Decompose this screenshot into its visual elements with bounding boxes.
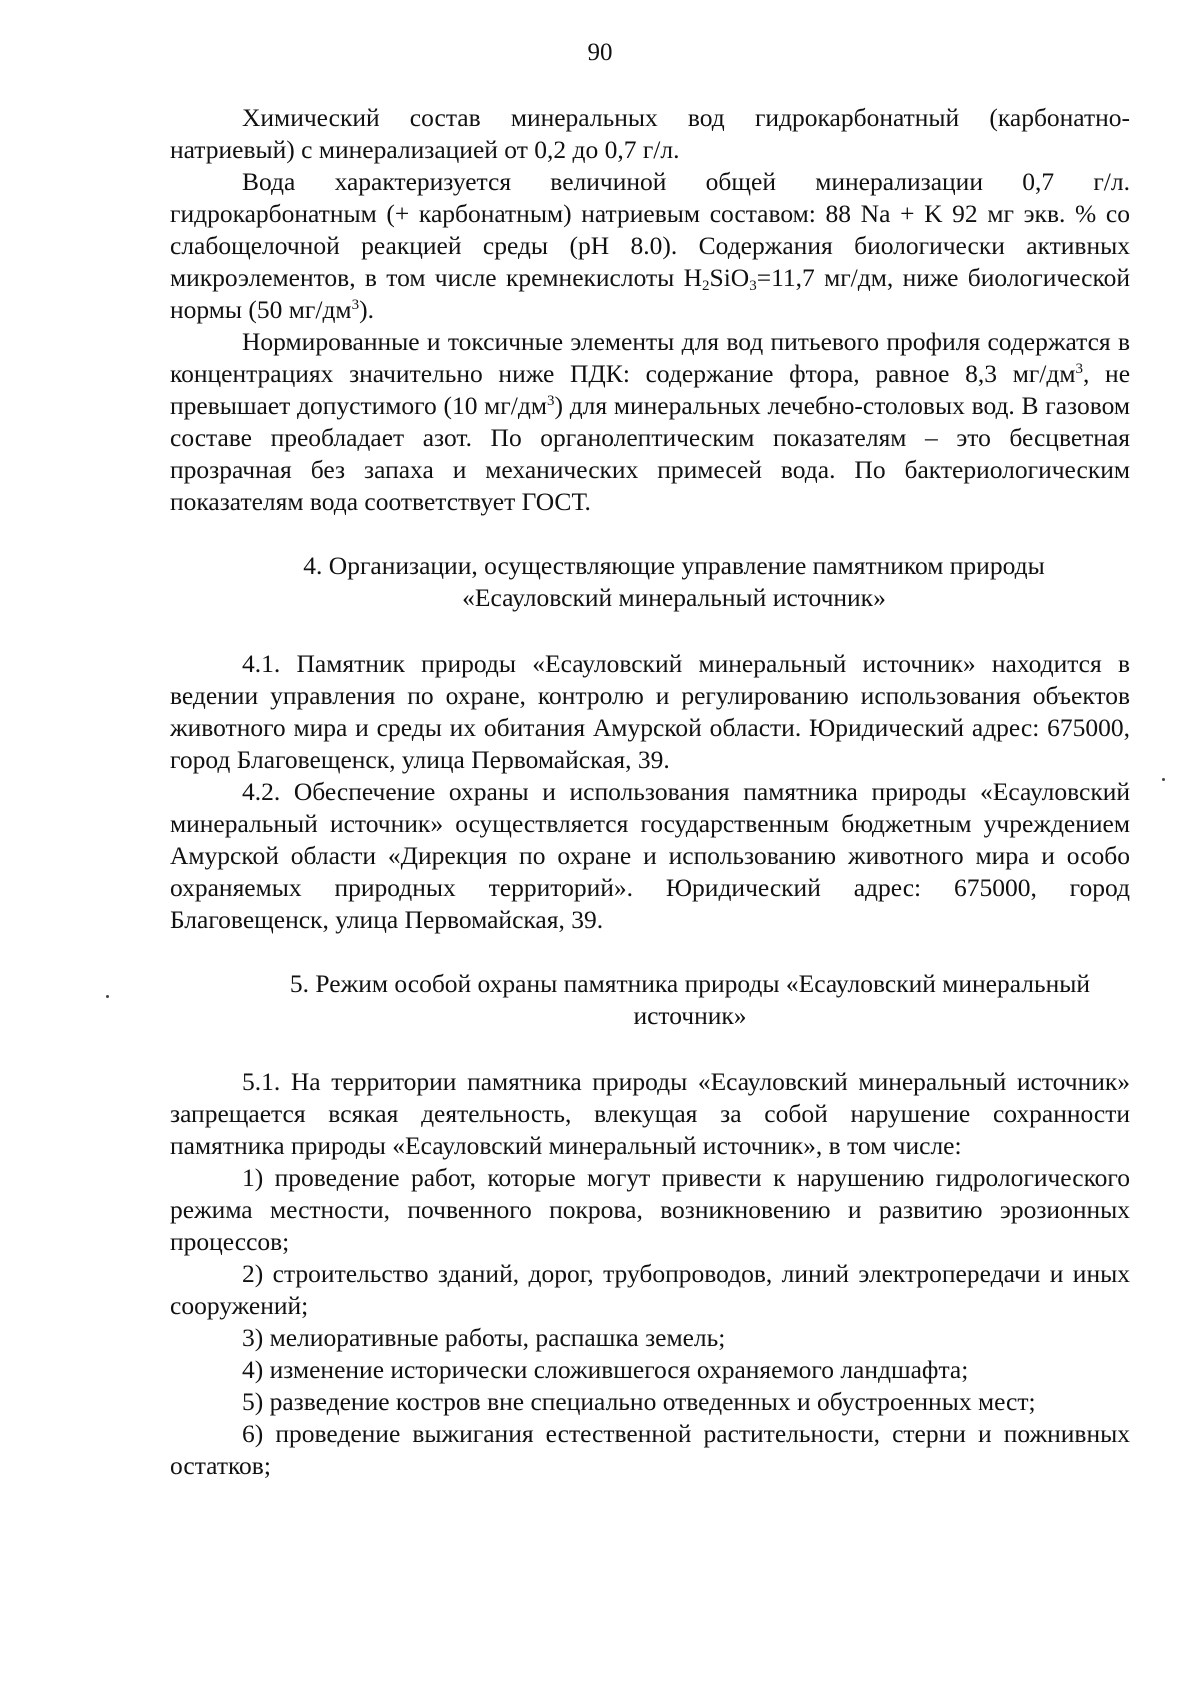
scan-speck bbox=[1162, 778, 1165, 781]
paragraph-5-1: 5.1. На территории памятника природы «Есауловский минеральный источник» запрещается всякая деятельность, влекущая за собой нарушение сохранности памятника природы «Есауловский минеральный источник», в том числе: bbox=[170, 1067, 1130, 1160]
subscript: 2 bbox=[702, 278, 710, 294]
paragraph-4-1: 4.1. Памятник природы «Есауловский минеральный источник» находится в ведении управления по охране, контролю и регулированию использования объектов животного мира и среды их обитания Амурской области. Юридический адрес: 675000, город Благовещенск, улица Первомайская, 39. bbox=[170, 649, 1130, 774]
list-item: 3) мелиоративные работы, распашка земель; bbox=[242, 1323, 726, 1352]
scan-speck bbox=[106, 995, 109, 998]
page-number: 90 bbox=[587, 39, 613, 66]
section-5-heading-line-1: 5. Режим особой охраны памятника природы «Есауловский минеральный bbox=[289, 969, 1091, 998]
superscript: 3 bbox=[351, 297, 360, 313]
list-item: 6) проведение выжигания естественной растительности, стерни и пожнивных остатков; bbox=[170, 1419, 1130, 1480]
section-4-heading-line-1: 4. Организации, осуществляющие управление памятником природы bbox=[303, 551, 1045, 580]
superscript: 3 bbox=[1075, 361, 1083, 377]
paragraph-4-2: 4.2. Обеспечение охраны и использования памятника природы «Есауловский минеральный источник» осуществляется государственным бюджетным учреждением Амурской области «Дирекция по охране и использованию животного мира и особо охраняемых природных территорий». Юридический адрес: 675000, город Благовещенск, улица Первомайская, 39. bbox=[170, 777, 1130, 934]
list-item: 1) проведение работ, которые могут привести к нарушению гидрологического режима местности, почвенного покрова, возникновению и развитию эрозионных процессов; bbox=[170, 1163, 1130, 1256]
list-item: 2) строительство зданий, дорог, трубопроводов, линий электропередачи и иных сооружений; bbox=[170, 1259, 1130, 1320]
paragraph-text: Нормированные и токсичные элементы для вод питьевого профиля содержатся в концентрациях значительно ниже ПДК: содержание фтора, равное 8,3 мг/дм bbox=[170, 327, 1130, 388]
paragraph-text: Вода характеризуется величиной общей минерализации 0,7 г/л. гидрокарбонатным (+ карбонатным) натриевым составом: 88 Na + K 92 мг экв. % со слабощелочной реакцией среды (pH 8.0). Содержания биологически активных микроэлементов, в том числе кремнекислоты H bbox=[170, 167, 1130, 292]
paragraph-text: SiO bbox=[709, 263, 750, 292]
paragraph-text: , не превышает допустимого (10 мг/дм bbox=[170, 359, 1131, 420]
paragraph-text: ). bbox=[359, 295, 374, 324]
section-4-heading-line-2: «Есауловский минеральный источник» bbox=[462, 583, 886, 612]
paragraph-text: =11,7 мг/дм, ниже биологической нормы (50 мг/дм bbox=[170, 263, 1130, 324]
section-4-heading bbox=[170, 550, 1130, 614]
paragraph-text: ) для минеральных лечебно-столовых вод. В газовом составе преобладает азот. По органолептическим показателям – это бесцветная прозрачная без запаха и механических примесей вода. По бактериологическим показателям вода соответствует ГОСТ. bbox=[170, 391, 1130, 516]
paragraph-chemical-composition: Химический состав минеральных вод гидрокарбонатный (карбонатно-натриевый) с минерализацией от 0,2 до 0,7 г/л. bbox=[170, 103, 1130, 164]
list-item: 5) разведение костров вне специально отведенных и обустроенных мест; bbox=[242, 1387, 1036, 1416]
section-5-heading-line-2: источник» bbox=[633, 1001, 747, 1030]
list-item: 4) изменение исторически сложившегося охраняемого ландшафта; bbox=[242, 1355, 969, 1384]
superscript: 3 bbox=[546, 393, 555, 409]
section-5-heading bbox=[170, 968, 1130, 1032]
paragraph-mineralization bbox=[170, 166, 1130, 326]
document-body bbox=[170, 102, 1130, 1482]
subscript: 3 bbox=[749, 278, 757, 294]
paragraph-toxic-elements bbox=[170, 326, 1130, 518]
